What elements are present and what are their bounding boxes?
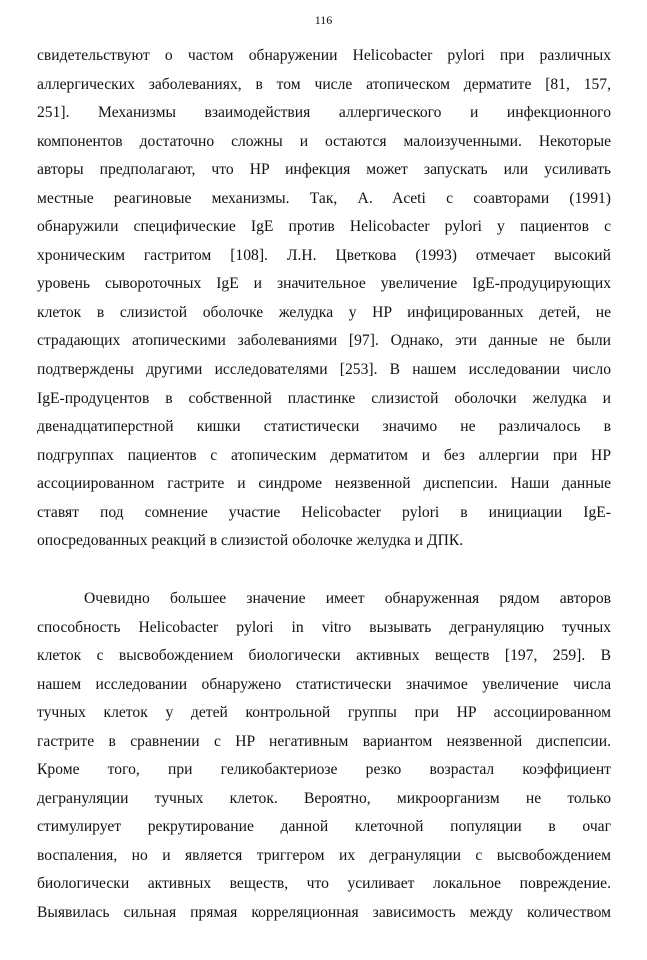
text-line: подгруппах пациентов с атопическим дерматитом и без аллергии при HP — [37, 446, 611, 464]
text-line: ассоциированном гастрите и синдроме неязвенной диспепсии. Наши данные — [37, 475, 611, 493]
text-line: страдающих атопическими заболеваниями [97]. Однако, эти данные не были — [37, 332, 611, 350]
text-line: клеток в слизистой оболочке желудка у HP инфицированных детей, не — [37, 303, 611, 321]
text-line: уровень сывороточных IgE и значительное увеличение IgE-продуцирующих — [37, 275, 611, 293]
text-line: гастрите в сравнении с HP негативным вариантом неязвенной диспепсии. — [37, 732, 611, 750]
text-line: воспаления, но и является триггером их дегрануляции с высвобождением — [37, 846, 611, 864]
text-line: тучных клеток у детей контрольной группы при HP ассоциированном — [37, 704, 611, 722]
text-line: ставят под сомнение участие Helicobacter pylori в инициации IgE- — [37, 503, 611, 521]
text-line: Выявилась сильная прямая корреляционная зависимость между количеством — [37, 904, 611, 922]
text-line: опосредованных реакций в слизистой оболочке желудка и ДПК. — [37, 532, 464, 550]
text-line: дегрануляции тучных клеток. Вероятно, микроорганизм не только — [37, 789, 611, 807]
text-line: Очевидно большее значение имеет обнаруженная рядом авторов — [84, 590, 611, 607]
text-line: аллергических заболеваниях, в том числе атопическом дерматите [81, 157, — [37, 75, 611, 93]
text-line: двенадцатиперстной кишки статистически значимо не различалось в — [37, 418, 611, 436]
text-line: IgE-продуцентов в собственной пластинке слизистой оболочки желудка и — [37, 389, 611, 407]
text-line: хроническим гастритом [108]. Л.Н. Цветкова (1993) отмечает высокий — [37, 246, 611, 264]
text-line: способность Helicobacter pylori in vitro вызывать дегрануляцию тучных — [37, 618, 611, 636]
text-line: подтверждены другими исследователями [253]. В нашем исследовании число — [37, 361, 611, 379]
text-line: 251]. Механизмы взаимодействия аллергического и инфекционного — [37, 104, 611, 122]
text-line: авторы предполагают, что HP инфекция может запускать или усиливать — [37, 161, 611, 179]
text-line: нашем исследовании обнаружено статистически значимое увеличение числа — [37, 675, 611, 693]
text-line: компонентов достаточно сложны и остаются малоизученными. Некоторые — [37, 132, 611, 150]
paragraph-1 — [37, 42, 611, 556]
page-number: 116 — [314, 13, 333, 27]
text-line: стимулирует рекрутирование данной клеточной популяции в очаг — [37, 818, 611, 836]
text-line: клеток с высвобождением биологически активных веществ [197, 259]. В — [37, 647, 611, 665]
text-line: местные реагиновые механизмы. Так, A. Aceti с соавторами (1991) — [37, 189, 611, 207]
text-line: биологически активных веществ, что усиливает локальное повреждение. — [37, 875, 611, 893]
text-line: свидетельствуют о частом обнаружении Helicobacter pylori при различных — [37, 47, 611, 64]
paragraph-2 — [37, 585, 611, 928]
text-line: обнаружили специфические IgE против Helicobacter pylori у пациентов с — [37, 218, 611, 236]
text-line: Кроме того, при геликобактериозе резко возрастал коэффициент — [37, 761, 611, 779]
